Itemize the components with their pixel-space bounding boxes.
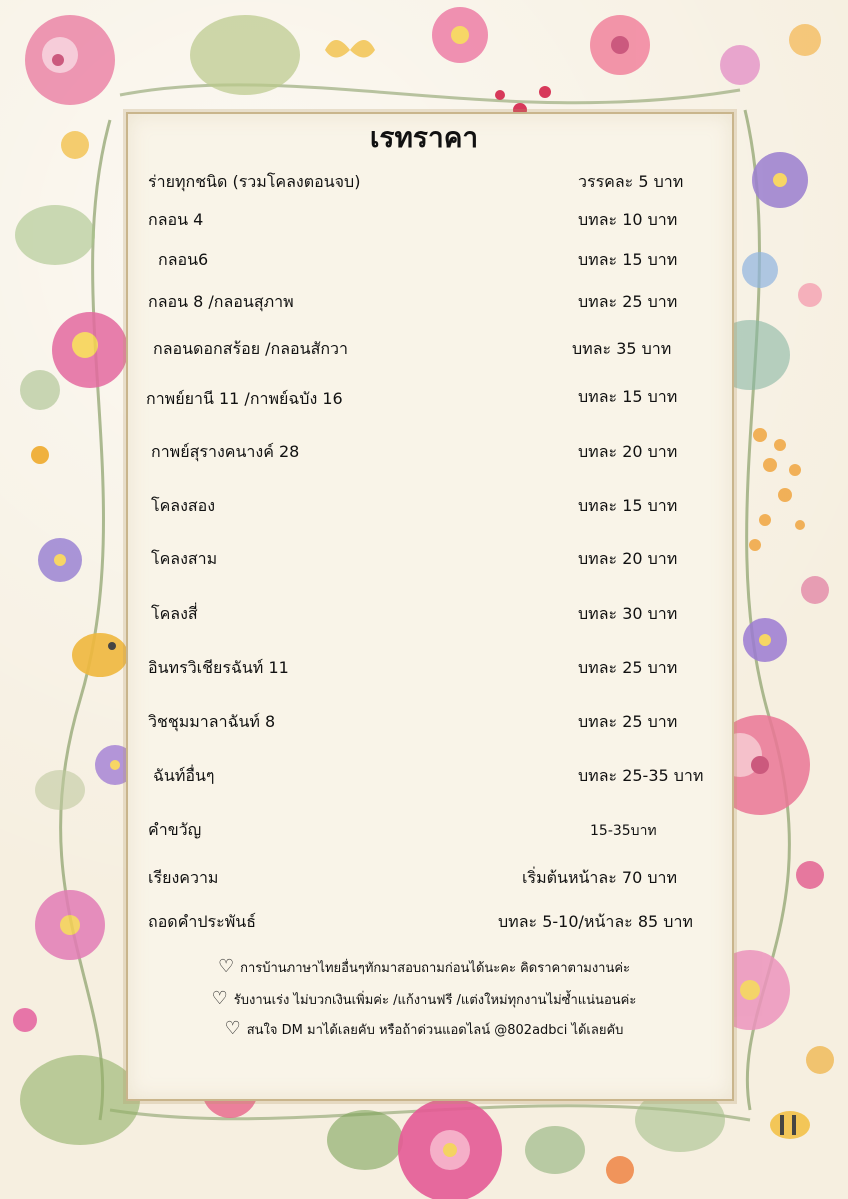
item-price: วรรคละ 5 บาท xyxy=(578,172,684,191)
item-price: บทละ 25 บาท xyxy=(578,658,678,677)
page-title: เรทราคา xyxy=(369,121,479,154)
item-price: บทละ 20 บาท xyxy=(578,549,678,568)
note-line xyxy=(0,956,848,978)
item-price: บทละ 15 บาท xyxy=(578,496,678,515)
item-price: บทละ 15 บาท xyxy=(578,387,678,406)
item-name: วิชชุมมาลาฉันท์ 8 xyxy=(148,712,276,731)
item-price: บทละ 25-35 บาท xyxy=(578,766,704,785)
item-price: บทละ 25 บาท xyxy=(578,712,678,731)
heart-icon: ♡ xyxy=(211,988,228,1009)
flower-top-left xyxy=(25,15,115,105)
item-price: บทละ 25 บาท xyxy=(578,292,678,311)
item-name: ถอดคำประพันธ์ xyxy=(148,912,256,931)
item-name: โคลงสอง xyxy=(151,496,216,515)
item-name: โคลงสาม xyxy=(151,549,218,568)
item-name: กลอน6 xyxy=(158,250,209,269)
note-text: รับงานเร่ง ไม่บวกเงินเพิ่มค่ะ /แก้งานฟรี /แต่งใหม่ทุกงานไม่ซ้ำแน่นอนค่ะ xyxy=(233,993,637,1008)
note-text: การบ้านภาษาไทยอื่นๆทักมาสอบถามก่อนได้นะคะ คิดราคาตามงานค่ะ xyxy=(240,961,631,976)
heart-icon: ♡ xyxy=(224,1018,241,1039)
item-name: อินทรวิเชียรฉันท์ 11 xyxy=(148,658,289,677)
item-name: กาพย์สุรางคนางค์ 28 xyxy=(151,442,300,461)
item-price: บทละ 30 บาท xyxy=(578,604,678,623)
item-name: กลอน 4 xyxy=(148,210,204,229)
item-name: กลอน 8 /กลอนสุภาพ xyxy=(148,292,294,311)
item-price: เริ่มต้นหน้าละ 70 บาท xyxy=(522,868,678,887)
heart-icon: ♡ xyxy=(217,956,235,977)
item-price: บทละ 5-10/หน้าละ 85 บาท xyxy=(498,912,693,931)
note-line xyxy=(0,1018,848,1040)
item-name: โคลงสี่ xyxy=(151,604,198,623)
note-text: สนใจ DM มาได้เลยคับ หรือถ้าด่วนแอดไลน์ @802adbci ได้เลยคับ xyxy=(246,1023,624,1038)
item-name: กาพย์ยานี 11 /กาพย์ฉบัง 16 xyxy=(146,389,343,408)
item-name: ร่ายทุกชนิด (รวมโคลงตอนจบ) xyxy=(148,172,361,191)
item-price: บทละ 10 บาท xyxy=(578,210,678,229)
item-price: บทละ 35 บาท xyxy=(572,339,672,358)
item-price: 15-35บาท xyxy=(590,823,657,839)
item-name: กลอนดอกสร้อย /กลอนสักวา xyxy=(153,339,349,358)
note-line xyxy=(0,988,848,1010)
item-name: เรียงความ xyxy=(148,868,219,887)
item-price: บทละ 15 บาท xyxy=(578,250,678,269)
item-price: บทละ 20 บาท xyxy=(578,442,678,461)
item-name: คำขวัญ xyxy=(148,820,202,839)
item-name: ฉันท์อื่นๆ xyxy=(153,766,215,785)
